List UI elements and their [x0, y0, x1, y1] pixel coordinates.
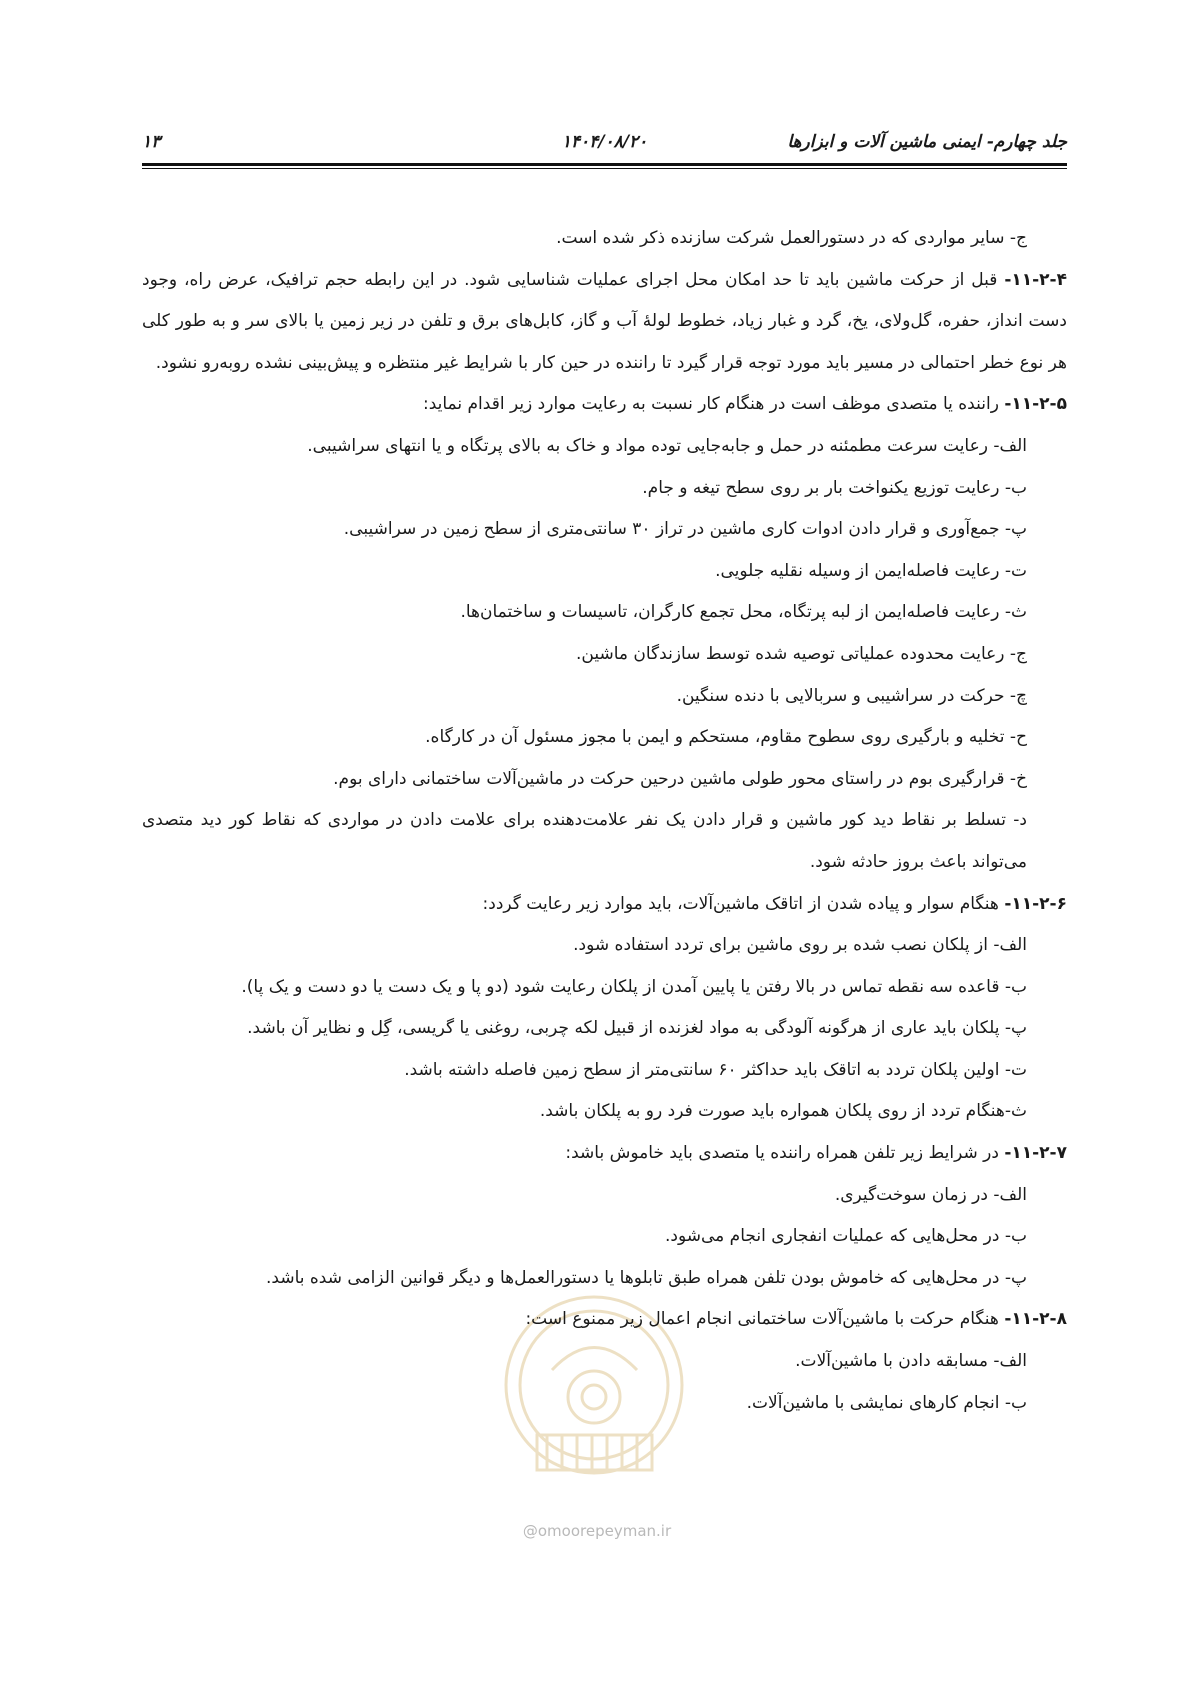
section-11-2-7	[142, 1133, 1067, 1175]
header-rule-thin	[142, 168, 1067, 169]
list-item: الف- از پلکان نصب شده بر روی ماشین برای تردد استفاده شود.	[573, 935, 1027, 956]
section-number: ۱۱-۲-۶-	[1004, 893, 1067, 914]
list-item: پ- جمع‌آوری و قرار دادن ادوات کاری ماشین در تراز ۳۰ سانتی‌متری از سطح زمین در سراشیبی.	[343, 519, 1027, 540]
document-body	[142, 218, 1067, 1424]
section-text: در شرایط زیر تلفن همراه راننده یا متصدی باید خاموش باشد:	[565, 1143, 1005, 1164]
list-item: الف- در زمان سوخت‌گیری.	[834, 1184, 1027, 1205]
list-item: ث- رعایت فاصله‌ایمن از لبه پرتگاه، محل تجمع کارگران، تاسیسات و ساختمان‌ها.	[460, 602, 1027, 623]
section-number: ۱۱-۲-۵-	[1004, 394, 1067, 415]
section-number: ۱۱-۲-۴-	[1004, 269, 1067, 290]
list-item: پ- در محل‌هایی که خاموش بودن تلفن همراه طبق تابلوها یا دستورالعمل‌ها و دیگر قوانین الزامی شده باشد.	[266, 1267, 1027, 1288]
list-item: د- تسلط بر نقاط دید کور ماشین و قرار دادن یک نفر علامت‌دهنده برای علامت دادن در مواردی که نقاط کور دید متصدی می‌تواند باعث بروز حادثه شود.	[142, 810, 1027, 872]
section-11-2-8	[142, 1299, 1067, 1341]
list-item: پ- پلکان باید عاری از هرگونه آلودگی به مواد لغزنده از قبیل لکه چربی، روغنی یا گریسی، گِل و نظایر آن باشد.	[247, 1018, 1027, 1039]
section-text: قبل از حرکت ماشین باید تا حد امکان محل اجرای عملیات شناسایی شود. در این رابطه حجم ترافیک، عرض راه، وجود دست انداز، حفره، گل‌ولای، یخ، گرد و غبار زیاد، خطوط لولهٔ آب و گاز، کابل‌های برق و تلفن در زیر زمین یا بالای سر و به طور کلی هر نوع خطر احتمالی در مسیر باید مورد توجه قرار گیرد تا راننده در حین کار با شرایط غیر منتظره و پیش‌بینی نشده روبه‌رو نشود.	[142, 269, 1067, 373]
list-item: ج- سایر مواردی که در دستورالعمل شرکت سازنده ذکر شده است.	[556, 228, 1027, 248]
list-item: ح- تخلیه و بارگیری روی سطوح مقاوم، مستحکم و ایمن با مجوز مسئول آن در کارگاه.	[425, 727, 1027, 748]
header-date: ۱۴۰۴/۰۸/۲۰	[561, 132, 648, 152]
section-number: ۱۱-۲-۷-	[1004, 1143, 1067, 1164]
list-item: ب- در محل‌هایی که عملیات انفجاری انجام می‌شود.	[665, 1226, 1027, 1247]
list-item: ث-هنگام تردد از روی پلکان همواره باید صورت فرد رو به پلکان باشد.	[539, 1101, 1027, 1122]
section-11-2-5	[142, 384, 1067, 426]
list-item: ب- انجام کارهای نمایشی با ماشین‌آلات.	[746, 1392, 1027, 1413]
list-item: ب- قاعده سه نقطه تماس در بالا رفتن یا پایین آمدن از پلکان رعایت شود (دو پا و یک دست یا دو دست و یک پا).	[241, 976, 1027, 997]
list-item: چ- حرکت در سراشیبی و سربالایی با دنده سنگین.	[676, 685, 1027, 706]
section-number: ۱۱-۲-۸-	[1004, 1309, 1067, 1330]
page-header	[142, 132, 1067, 156]
section-11-2-4	[142, 260, 1067, 385]
list-item: ت- اولین پلکان تردد به اتاقک باید حداکثر ۶۰ سانتی‌متر از سطح زمین فاصله داشته باشد.	[404, 1059, 1027, 1080]
watermark-site: @omoorepeyman.ir	[522, 1522, 672, 1540]
section-text: راننده یا متصدی موظف است در هنگام کار نسبت به رعایت موارد زیر اقدام نماید:	[423, 394, 1005, 415]
list-item: الف- مسابقه دادن با ماشین‌آلات.	[795, 1351, 1027, 1372]
list-item: ب- رعایت توزیع یکنواخت بار بر روی سطح تیغه و جام.	[642, 477, 1027, 498]
section-11-2-6	[142, 884, 1067, 926]
section-text: هنگام سوار و پیاده شدن از اتاقک ماشین‌آلات، باید موارد زیر رعایت گردد:	[482, 893, 1005, 914]
list-item: خ- قرارگیری بوم در راستای محور طولی ماشین درحین حرکت در ماشین‌آلات ساختمانی دارای بوم.	[333, 768, 1027, 789]
list-item: ت- رعایت فاصله‌ایمن از وسیله نقلیه جلویی.	[715, 560, 1027, 581]
list-item: الف- رعایت سرعت مطمئنه در حمل و جابه‌جایی توده مواد و خاک به بالای پرتگاه و یا انتهای سراشیبی.	[307, 435, 1027, 456]
section-text: هنگام حرکت با ماشین‌آلات ساختمانی انجام اعمال زیر ممنوع است:	[525, 1309, 1005, 1330]
header-title: جلد چهارم- ایمنی ماشین آلات و ابزارها	[787, 132, 1067, 152]
page-number: ۱۳	[142, 132, 161, 152]
header-rule-thick	[142, 163, 1067, 166]
list-item: ج- رعایت محدوده عملیاتی توصیه شده توسط سازندگان ماشین.	[575, 643, 1027, 664]
